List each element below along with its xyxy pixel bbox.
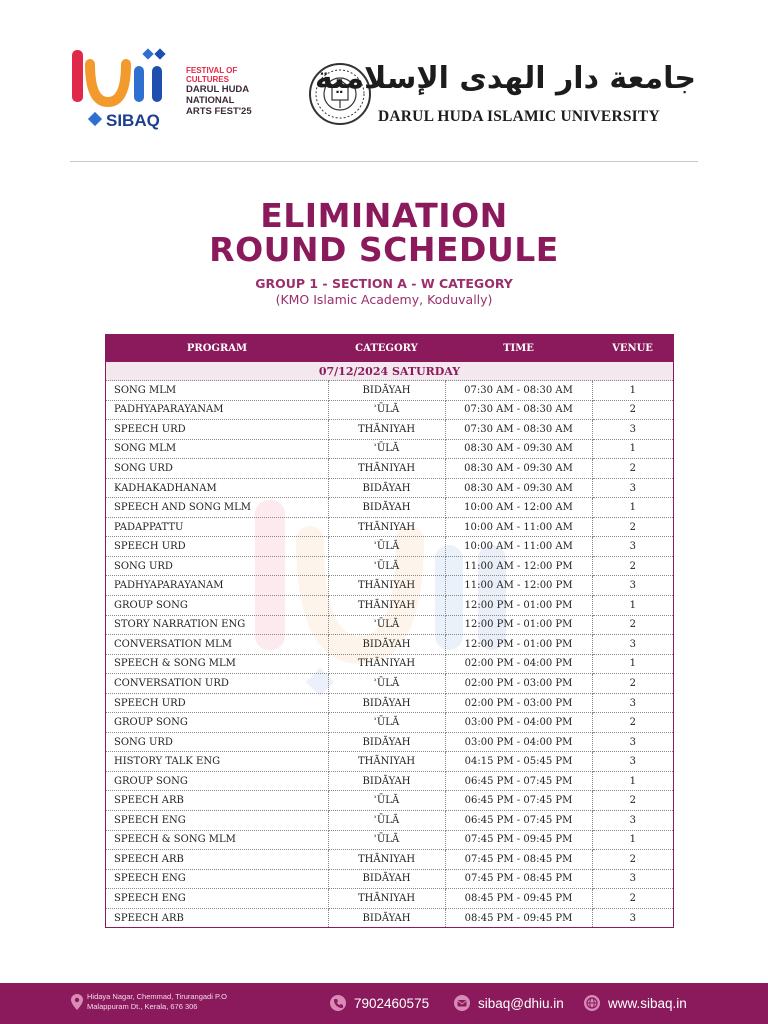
table-row [106, 830, 673, 850]
group-subtitle: GROUP 1 - SECTION A - W CATEGORY [255, 276, 513, 291]
category-cell: BIDĀYAH [328, 732, 445, 752]
university-arabic-calligraphy [315, 50, 700, 102]
category-cell: ʾŪLĀ [328, 674, 445, 694]
category-cell: BIDĀYAH [328, 381, 445, 401]
fest-line: NATIONAL [186, 95, 235, 106]
column-header: PROGRAM [106, 335, 328, 362]
time-cell: 02:00 PM - 04:00 PM [445, 654, 592, 674]
university-name: DARUL HUDA ISLAMIC UNIVERSITY [378, 108, 660, 125]
table-row [106, 381, 673, 401]
category-cell: THĀNIYAH [328, 576, 445, 596]
time-cell: 07:30 AM - 08:30 AM [445, 400, 592, 420]
fest-line: ARTS FEST'25 [186, 106, 252, 117]
table-row [106, 850, 673, 870]
time-cell: 08:30 AM - 09:30 AM [445, 478, 592, 498]
table-row [106, 537, 673, 557]
venue-cell: 2 [592, 850, 673, 870]
footer-website[interactable] [584, 995, 687, 1011]
category-cell: BIDĀYAH [328, 635, 445, 655]
time-cell: 03:00 PM - 04:00 PM [445, 713, 592, 733]
footer-phone[interactable] [330, 995, 429, 1011]
time-cell: 08:30 AM - 09:30 AM [445, 439, 592, 459]
time-cell: 07:45 PM - 08:45 PM [445, 869, 592, 889]
venue-cell: 2 [592, 674, 673, 694]
table-row [106, 693, 673, 713]
venue-cell: 3 [592, 478, 673, 498]
time-cell: 02:00 PM - 03:00 PM [445, 674, 592, 694]
time-cell: 07:30 AM - 08:30 AM [445, 381, 592, 401]
venue-cell: 3 [592, 576, 673, 596]
category-cell: ʾŪLĀ [328, 439, 445, 459]
time-cell: 10:00 AM - 11:00 AM [445, 537, 592, 557]
page-title-line1: ELIMINATION [260, 196, 508, 235]
program-cell: CONVERSATION MLM [106, 635, 328, 655]
venue-cell: 3 [592, 869, 673, 889]
program-cell: SPEECH ARB [106, 850, 328, 870]
fest-line: CULTURES [186, 75, 229, 84]
time-cell: 02:00 PM - 03:00 PM [445, 693, 592, 713]
program-cell: CONVERSATION URD [106, 674, 328, 694]
venue-cell: 2 [592, 791, 673, 811]
time-cell: 03:00 PM - 04:00 PM [445, 732, 592, 752]
program-cell: PADAPPATTU [106, 517, 328, 537]
program-cell: SONG URD [106, 556, 328, 576]
column-header: VENUE [592, 335, 673, 362]
fest-line: DARUL HUDA [186, 84, 250, 95]
venue-cell: 3 [592, 732, 673, 752]
footer-bar [0, 983, 768, 1024]
table-row [106, 615, 673, 635]
category-cell: THĀNIYAH [328, 850, 445, 870]
program-cell: SPEECH ARB [106, 791, 328, 811]
email-icon [454, 995, 470, 1011]
program-cell: SPEECH URD [106, 537, 328, 557]
category-cell: THĀNIYAH [328, 459, 445, 479]
time-cell: 12:00 PM - 01:00 PM [445, 596, 592, 616]
sibaq-logo [70, 44, 180, 132]
schedule-date: 07/12/2024 SATURDAY [106, 362, 673, 381]
category-cell: BIDĀYAH [328, 498, 445, 518]
program-cell: SPEECH AND SONG MLM [106, 498, 328, 518]
phone-icon [330, 995, 346, 1011]
venue-cell: 1 [592, 654, 673, 674]
category-cell: ʾŪLĀ [328, 830, 445, 850]
venue-cell: 2 [592, 556, 673, 576]
table-row [106, 439, 673, 459]
fest-line: FESTIVAL OF [186, 66, 238, 75]
program-cell: SPEECH URD [106, 693, 328, 713]
program-cell: SONG URD [106, 732, 328, 752]
venue-cell: 2 [592, 889, 673, 909]
time-cell: 06:45 PM - 07:45 PM [445, 811, 592, 831]
program-cell: SPEECH ENG [106, 889, 328, 909]
table-row [106, 498, 673, 518]
category-cell: ʾŪLĀ [328, 791, 445, 811]
category-cell: THĀNIYAH [328, 752, 445, 772]
program-cell: SONG MLM [106, 381, 328, 401]
venue-cell: 2 [592, 713, 673, 733]
table-row [106, 713, 673, 733]
time-cell: 06:45 PM - 07:45 PM [445, 791, 592, 811]
venue-cell: 1 [592, 381, 673, 401]
table-row [106, 908, 673, 927]
time-cell: 08:30 AM - 09:30 AM [445, 459, 592, 479]
category-cell: THĀNIYAH [328, 889, 445, 909]
venue-cell: 3 [592, 811, 673, 831]
header-divider [70, 161, 698, 162]
venue-cell: 3 [592, 752, 673, 772]
table-row [106, 517, 673, 537]
category-cell: ʾŪLĀ [328, 615, 445, 635]
program-cell: SONG MLM [106, 439, 328, 459]
page-title-line2: ROUND SCHEDULE [209, 230, 559, 269]
time-cell: 07:30 AM - 08:30 AM [445, 420, 592, 440]
table-row [106, 811, 673, 831]
svg-text:جامعة دار الهدى الإسلامية: جامعة دار الهدى الإسلامية [315, 61, 696, 96]
category-cell: THĀNIYAH [328, 420, 445, 440]
table-row [106, 556, 673, 576]
fest-tagline [186, 66, 252, 117]
program-cell: SPEECH URD [106, 420, 328, 440]
program-cell: GROUP SONG [106, 713, 328, 733]
date-row [106, 362, 673, 381]
time-cell: 11:00 AM - 12:00 PM [445, 576, 592, 596]
schedule-table [105, 334, 674, 928]
venue-cell: 3 [592, 635, 673, 655]
address-line: Hidaya Nagar, Chemmad, Tirurangadi P.O [87, 992, 227, 1001]
category-cell: THĀNIYAH [328, 654, 445, 674]
category-cell: ʾŪLĀ [328, 537, 445, 557]
venue-cell: 1 [592, 498, 673, 518]
venue-cell: 3 [592, 537, 673, 557]
category-cell: ʾŪLĀ [328, 713, 445, 733]
email-address: sibaq@dhiu.in [478, 995, 564, 1011]
time-cell: 08:45 PM - 09:45 PM [445, 908, 592, 927]
venue-cell: 1 [592, 596, 673, 616]
column-header: CATEGORY [328, 335, 445, 362]
program-cell: SONG URD [106, 459, 328, 479]
program-cell: PADHYAPARAYANAM [106, 576, 328, 596]
program-cell: HISTORY TALK ENG [106, 752, 328, 772]
table-row [106, 752, 673, 772]
program-cell: SPEECH & SONG MLM [106, 830, 328, 850]
table-row [106, 732, 673, 752]
location-pin-icon [71, 994, 83, 1010]
category-cell: BIDĀYAH [328, 478, 445, 498]
category-cell: BIDĀYAH [328, 908, 445, 927]
table-row [106, 596, 673, 616]
time-cell: 10:00 AM - 11:00 AM [445, 517, 592, 537]
time-cell: 11:00 AM - 12:00 PM [445, 556, 592, 576]
table-row [106, 400, 673, 420]
time-cell: 10:00 AM - 12:00 AM [445, 498, 592, 518]
venue-location: (KMO Islamic Academy, Koduvally) [275, 292, 493, 307]
program-cell: SPEECH ARB [106, 908, 328, 927]
time-cell: 06:45 PM - 07:45 PM [445, 771, 592, 791]
phone-number: 7902460575 [354, 995, 430, 1011]
sibaq-wordmark: SIBAQ [106, 111, 160, 130]
venue-cell: 3 [592, 693, 673, 713]
category-cell: ʾŪLĀ [328, 811, 445, 831]
program-cell: STORY NARRATION ENG [106, 615, 328, 635]
category-cell: ʾŪLĀ [328, 556, 445, 576]
venue-cell: 1 [592, 830, 673, 850]
table-header-row [106, 335, 673, 362]
table-row [106, 478, 673, 498]
time-cell: 12:00 PM - 01:00 PM [445, 635, 592, 655]
globe-icon [584, 995, 600, 1011]
time-cell: 08:45 PM - 09:45 PM [445, 889, 592, 909]
time-cell: 07:45 PM - 09:45 PM [445, 830, 592, 850]
venue-cell: 2 [592, 615, 673, 635]
table-row [106, 420, 673, 440]
venue-cell: 1 [592, 771, 673, 791]
program-cell: GROUP SONG [106, 771, 328, 791]
table-row [106, 869, 673, 889]
time-cell: 04:15 PM - 05:45 PM [445, 752, 592, 772]
venue-cell: 2 [592, 459, 673, 479]
program-cell: GROUP SONG [106, 596, 328, 616]
website-url: www.sibaq.in [608, 995, 687, 1011]
time-cell: 12:00 PM - 01:00 PM [445, 615, 592, 635]
table-row [106, 576, 673, 596]
category-cell: THĀNIYAH [328, 517, 445, 537]
program-cell: SPEECH ENG [106, 811, 328, 831]
program-cell: SPEECH & SONG MLM [106, 654, 328, 674]
university-branding [308, 50, 700, 130]
venue-cell: 1 [592, 439, 673, 459]
category-cell: THĀNIYAH [328, 596, 445, 616]
venue-cell: 2 [592, 400, 673, 420]
column-header: TIME [445, 335, 592, 362]
footer-address [87, 992, 227, 1012]
address-line: Malappuram Dt., Kerala, 676 306 [87, 1002, 198, 1011]
category-cell: BIDĀYAH [328, 693, 445, 713]
time-cell: 07:45 PM - 08:45 PM [445, 850, 592, 870]
table-row [106, 889, 673, 909]
table-row [106, 654, 673, 674]
venue-cell: 3 [629, 912, 636, 924]
table-row [106, 459, 673, 479]
table-row [106, 771, 673, 791]
program-cell: PADHYAPARAYANAM [106, 400, 328, 420]
footer-email[interactable] [454, 995, 564, 1011]
program-cell: SPEECH ENG [106, 869, 328, 889]
table-row [106, 791, 673, 811]
category-cell: BIDĀYAH [328, 771, 445, 791]
venue-cell: 2 [592, 517, 673, 537]
category-cell: ʾŪLĀ [328, 400, 445, 420]
table-row [106, 674, 673, 694]
table-row [106, 635, 673, 655]
category-cell: BIDĀYAH [328, 869, 445, 889]
venue-cell: 3 [592, 420, 673, 440]
program-cell: KADHAKADHANAM [106, 478, 328, 498]
